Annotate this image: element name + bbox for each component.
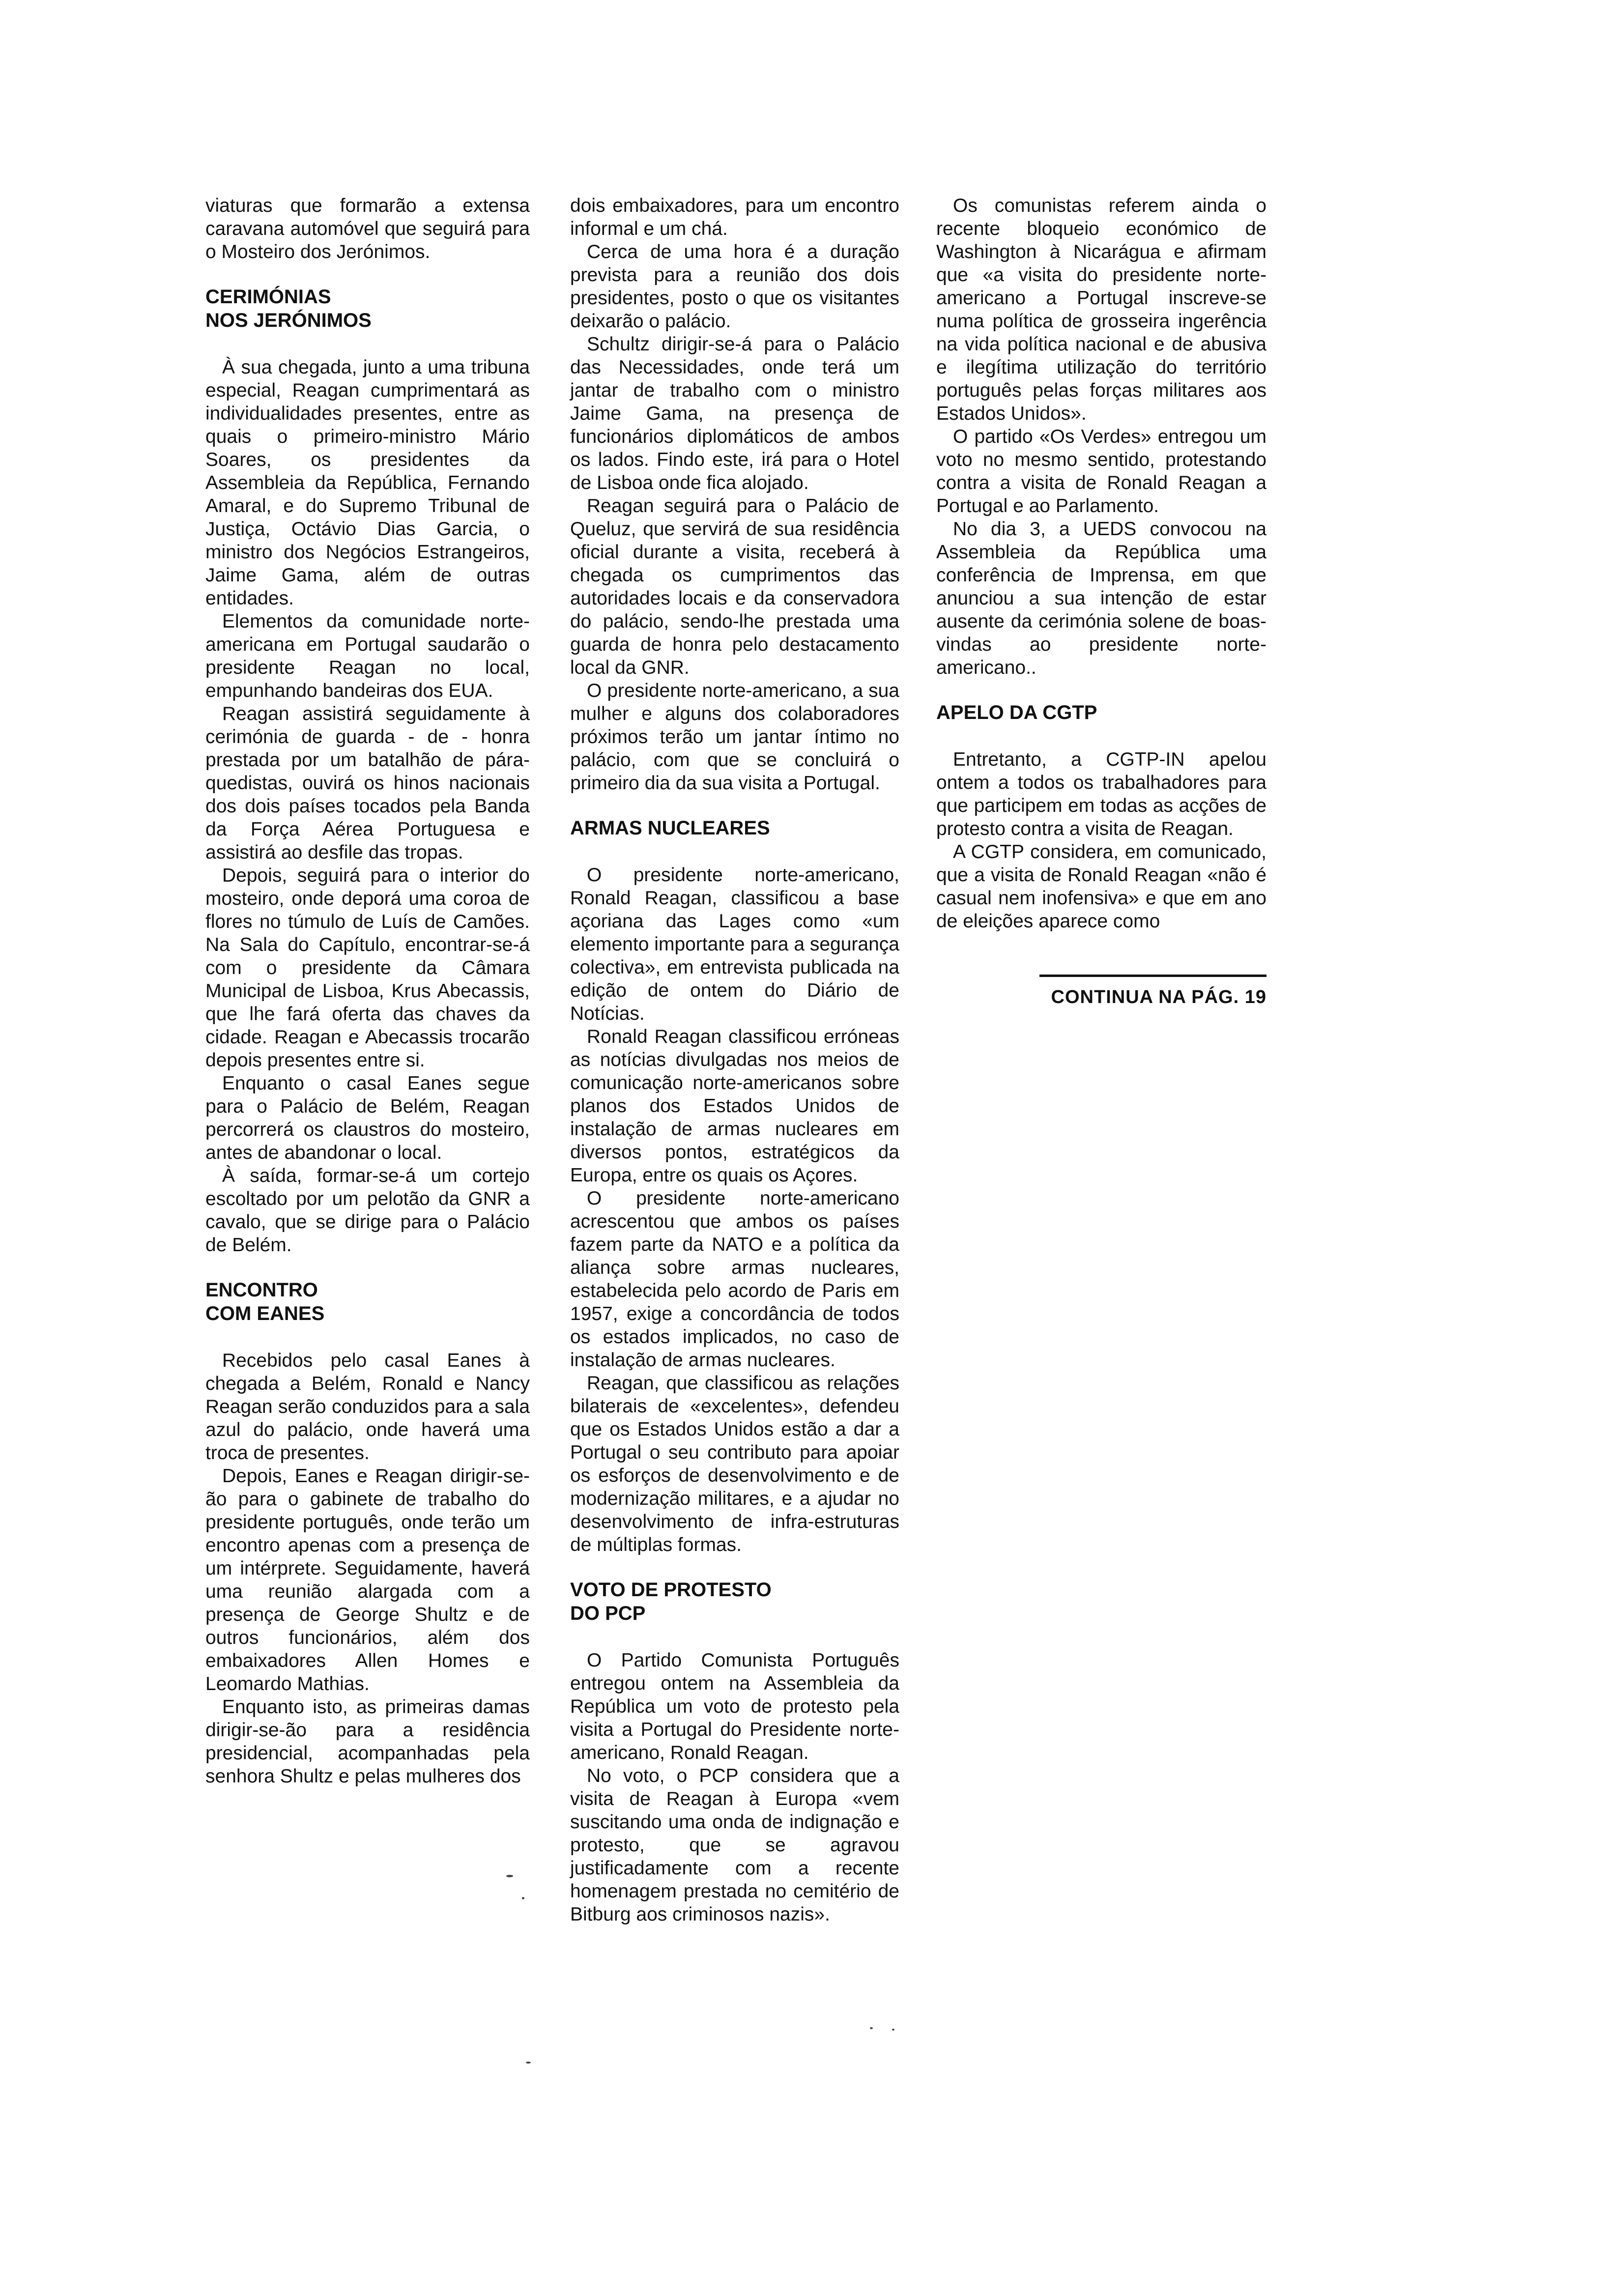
paragraph: O presidente norte-americano, a sua mulher e alguns dos colaboradores próximos terão um jantar íntimo no palácio, com que se concluirá o primeiro dia da sua visita a Portugal. [570,680,899,794]
heading-line: VOTO DE PROTESTO [570,1579,772,1601]
paragraph: Cerca de uma hora é a duração prevista para a reunião dos dois presidentes, posto o que os visitantes deixarão o palácio. [570,241,899,332]
heading-line: DO PCP [570,1603,646,1624]
paragraph: À sua chegada, junto a uma tribuna especial, Reagan cumprimentará as individualidades presentes, entre as quais o primeiro-ministro Mário Soares, os presidentes da Assembleia da República, Fernando Amaral, e do Supremo Tribunal de Justiça, Octávio Dias Garcia, o ministro dos Negócios Estrangeiros, Jaime Gama, além de outras entidades. [205,357,530,609]
paragraph: Reagan, que classificou as relações bilaterais de «excelentes», defendeu que os Estados Unidos estão a dar a Portugal o seu contributo para apoiar os esforços de desenvolvimento e de modernização militares, e a ajudar no desenvolvimento de infra-estruturas de múltiplas formas. [570,1373,899,1555]
paragraph: O presidente norte-americano, Ronald Reagan, classificou a base açoriana das Lages como «um elemento importante para a segurança colectiva», em entrevista publicada na edição de ontem do Diário de Notícias. [570,864,899,1024]
scan-speck [892,2029,894,2031]
paragraph: viaturas que formarão a extensa caravana automóvel que seguirá para o Mosteiro dos Jerónimos. [205,195,530,262]
scan-speck [526,2062,531,2064]
scan-speck [506,1875,513,1877]
heading-line: ARMAS NUCLEARES [570,817,770,839]
section-heading-ceremonies [205,285,530,332]
paragraph: Depois, Eanes e Reagan dirigir-se-ão para o gabinete de trabalho do presidente português, onde terão um encontro apenas com a presença de um intérprete. Seguidamente, haverá uma reunião alargada com a presença de George Shultz e de outros funcionários, além dos embaixadores Allen Homes e Leomardo Mathias. [205,1465,530,1694]
heading-line: ENCONTRO [205,1279,318,1301]
section-heading-cgtp [936,701,1267,724]
paragraph: Ronald Reagan classificou erróneas as notícias divulgadas nos meios de comunicação norte-americanos sobre planos dos Estados Unidos de instalação de armas nucleares em diversos pontos, estratégicos da Europa, entre os quais os Açores. [570,1026,899,1186]
paragraph: dois embaixadores, para um encontro informal e um chá. [570,195,899,239]
section-heading-nuclear [570,816,899,840]
heading-line: APELO DA CGTP [936,702,1097,723]
article-column-2 [570,194,899,1926]
paragraph: O Partido Comunista Português entregou ontem na Assembleia da República um voto de protesto pela visita a Portugal do Presidente norte-americano, Ronald Reagan. [570,1650,899,1763]
paragraph: Elementos da comunidade norte-americana em Portugal saudarão o presidente Reagan no local, empunhando bandeiras dos EUA. [205,611,530,701]
paragraph: Enquanto o casal Eanes segue para o Palácio de Belém, Reagan percorrerá os claustros do mosteiro, antes de abandonar o local. [205,1073,530,1163]
scan-speck [870,2027,873,2029]
paragraph: No voto, o PCP considera que a visita de Reagan à Europa «vem suscitando uma onda de indignação e protesto, que se agravou justificadamente com a recente homenagem prestada no cemitério de Bitburg aos criminosos nazis». [570,1765,899,1925]
article-column-1 [205,194,530,1788]
article-column-3 [936,194,1267,1009]
paragraph: Schultz dirigir-se-á para o Palácio das Necessidades, onde terá um jantar de trabalho com o ministro Jaime Gama, na presença de funcionários diplomáticos de ambos os lados. Findo este, irá para o Hotel de Lisboa onde fica alojado. [570,334,899,493]
paragraph: Recebidos pelo casal Eanes à chegada a Belém, Ronald e Nancy Reagan serão conduzidos para a sala azul do palácio, onde haverá uma troca de presentes. [205,1350,530,1464]
continuation-rule [1039,975,1267,977]
heading-line: NOS JERÓNIMOS [205,310,372,331]
paragraph: A CGTP considera, em comunicado, que a visita de Ronald Reagan «não é casual nem inofensiva» e que em ano de eleições aparece como [936,841,1267,932]
continued-on-page-label: CONTINUA NA PÁG. 19 [1051,987,1267,1007]
scan-speck [522,1897,524,1899]
paragraph: Reagan assistirá seguidamente à cerimónia de guarda - de - honra prestada por um batalhão de pára-quedistas, ouvirá os hinos nacionais dos dois países tocados pela Banda da Força Aérea Portuguesa e assistirá ao desfile das tropas. [205,703,530,863]
heading-line: COM EANES [205,1303,325,1324]
section-heading-meeting [205,1278,530,1325]
paragraph: Os comunistas referem ainda o recente bloqueio económico de Washington à Nicarágua e afirmam que «a visita do presidente norte-americano a Portugal inscreve-se numa política de grosseira ingerência na vida política nacional e de abusiva e ilegítima utilização do território português pelas forças militares aos Estados Unidos». [936,195,1267,424]
paragraph: Entretanto, a CGTP-IN apelou ontem a todos os trabalhadores para que participem em todas as acções de protesto contra a visita de Reagan. [936,749,1267,839]
paragraph: À saída, formar-se-á um cortejo escoltado por um pelotão da GNR a cavalo, que se dirige para o Palácio de Belém. [205,1165,530,1256]
paragraph: No dia 3, a UEDS convocou na Assembleia da República uma conferência de Imprensa, em que anunciou a sua intenção de estar ausente da cerimónia solene de boas-vindas ao presidente norte-americano.. [936,518,1267,678]
paragraph: Enquanto isto, as primeiras damas dirigir-se-ão para a residência presidencial, acompanhadas pela senhora Shultz e pelas mulheres dos [205,1696,530,1787]
paragraph: O partido «Os Verdes» entregou um voto no mesmo sentido, protestando contra a visita de Ronald Reagan a Portugal e ao Parlamento. [936,426,1267,517]
paragraph: Reagan seguirá para o Palácio de Queluz, que servirá de sua residência oficial durante a visita, receberá à chegada os cumprimentos das autoridades locais e da conservadora do palácio, sendo-lhe prestada uma guarda de honra pelo destacamento local da GNR. [570,495,899,678]
paragraph: O presidente norte-americano acrescentou que ambos os países fazem parte da NATO e a política da aliança sobre armas nucleares, estabelecida pelo acordo de Paris em 1957, exige a concordância de todos os estados implicados, no caso de instalação de armas nucleares. [570,1188,899,1371]
paragraph: Depois, seguirá para o interior do mosteiro, onde deporá uma coroa de flores no túmulo de Luís de Camões. Na Sala do Capítulo, encontrar-se-á com o presidente da Câmara Municipal de Lisboa, Krus Abecassis, que lhe fará oferta das chaves da cidade. Reagan e Abecassis trocarão depois presentes entre si. [205,865,530,1071]
section-heading-protest [570,1578,899,1625]
heading-line: CERIMÓNIAS [205,286,331,308]
